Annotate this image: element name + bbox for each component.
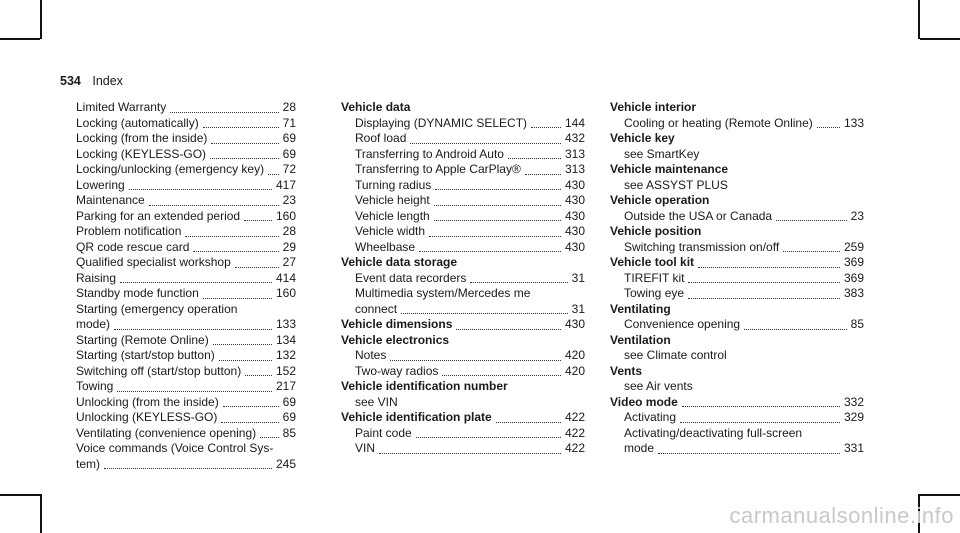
entry-page-number: 69 bbox=[282, 146, 296, 161]
entry-page-number: 27 bbox=[282, 255, 296, 269]
entry-label: Switching off (start/stop button) bbox=[76, 363, 242, 378]
entry-page-number: 69 bbox=[282, 394, 296, 409]
entry-page-number: 144 bbox=[564, 115, 585, 130]
entry-label: Limited Warranty bbox=[76, 100, 167, 114]
entry-page-number: 313 bbox=[564, 146, 585, 161]
index-entry[interactable] bbox=[341, 441, 585, 457]
dot-leader bbox=[682, 405, 840, 407]
dot-leader bbox=[203, 297, 272, 299]
dot-leader bbox=[508, 157, 561, 159]
dot-leader bbox=[193, 250, 278, 252]
entry-label: Cooling or heating (Remote Online) bbox=[624, 115, 813, 130]
entry-page-number: 420 bbox=[564, 348, 585, 362]
entry-label: VIN bbox=[355, 441, 376, 455]
entry-page-number: 430 bbox=[564, 224, 585, 238]
index-entry[interactable] bbox=[76, 178, 296, 194]
entry-page-number: 369 bbox=[843, 255, 864, 269]
entry-page-number: 430 bbox=[564, 177, 585, 192]
dot-leader bbox=[456, 328, 561, 330]
entry-page-number: 69 bbox=[282, 131, 296, 145]
entry-page-number: 331 bbox=[843, 441, 864, 455]
entry-label: Vehicle length bbox=[355, 208, 430, 223]
entry-label: Vehicle identification plate bbox=[341, 410, 492, 424]
entry-label: Towing bbox=[76, 379, 114, 393]
entry-page-number: 259 bbox=[843, 239, 864, 254]
entry-page-number: 152 bbox=[275, 363, 296, 378]
dot-leader bbox=[129, 188, 272, 190]
crop-mark bbox=[920, 494, 960, 496]
dot-leader bbox=[442, 374, 561, 376]
entry-page-number: 432 bbox=[564, 131, 585, 145]
entry-label: mode bbox=[624, 441, 655, 455]
entry-label: QR code rescue card bbox=[76, 239, 190, 254]
dot-leader bbox=[688, 297, 840, 299]
index-entry[interactable] bbox=[341, 364, 585, 380]
index-entry[interactable] bbox=[610, 410, 864, 426]
dot-leader bbox=[658, 452, 840, 454]
index-line: see ASSYST PLUS bbox=[624, 177, 728, 192]
entry-page-number: 133 bbox=[843, 115, 864, 130]
entry-page-number: 29 bbox=[282, 239, 296, 254]
entry-page-number: 313 bbox=[564, 162, 585, 176]
entry-label: Transferring to Android Auto bbox=[355, 146, 504, 161]
entry-page-number: 31 bbox=[571, 301, 585, 316]
entry-label: Standby mode function bbox=[76, 286, 199, 300]
entry-label: Transferring to Apple CarPlay® bbox=[355, 162, 521, 176]
index-entry[interactable] bbox=[76, 426, 296, 442]
entry-label: Vehicle tool kit bbox=[610, 255, 695, 269]
dot-leader bbox=[379, 452, 561, 454]
entry-label: Locking/unlocking (emergency key) bbox=[76, 162, 265, 176]
index-entry[interactable] bbox=[76, 271, 296, 287]
page-number: 534 bbox=[60, 74, 81, 88]
index-line: see SmartKey bbox=[624, 146, 700, 161]
entry-page-number: 134 bbox=[275, 332, 296, 347]
entry-page-number: 430 bbox=[564, 208, 585, 223]
entry-label: Locking (from the inside) bbox=[76, 131, 208, 145]
dot-leader bbox=[680, 421, 840, 423]
dot-leader bbox=[211, 142, 278, 144]
crop-mark bbox=[0, 494, 40, 496]
index-entry[interactable] bbox=[76, 131, 296, 147]
entry-label: Turning radius bbox=[355, 177, 432, 192]
entry-page-number: 217 bbox=[275, 379, 296, 393]
entry-label: Vehicle dimensions bbox=[341, 317, 453, 331]
dot-leader bbox=[213, 343, 272, 345]
crop-mark bbox=[920, 38, 960, 40]
dot-leader bbox=[531, 126, 561, 128]
entry-label: tem) bbox=[76, 456, 100, 471]
entry-label: Locking (automatically) bbox=[76, 115, 199, 130]
dot-leader bbox=[170, 111, 278, 113]
page-header bbox=[60, 74, 123, 88]
entry-page-number: 420 bbox=[564, 363, 585, 378]
entry-page-number: 85 bbox=[282, 425, 296, 440]
entry-label: TIREFIT kit bbox=[624, 270, 685, 285]
index-heading: Vehicle key bbox=[610, 131, 675, 145]
entry-label: Ventilating (convenience opening) bbox=[76, 425, 257, 440]
index-entry[interactable] bbox=[610, 271, 864, 287]
entry-label: Vehicle height bbox=[355, 193, 430, 207]
entry-label: Video mode bbox=[610, 394, 678, 409]
index-line: Voice commands (Voice Control Sys- bbox=[76, 441, 274, 455]
index-entry[interactable] bbox=[76, 457, 296, 473]
crop-mark bbox=[0, 38, 40, 40]
entry-page-number: 72 bbox=[282, 162, 296, 176]
index-entry[interactable] bbox=[610, 209, 864, 225]
index-entry[interactable] bbox=[610, 317, 864, 333]
index-entry[interactable] bbox=[341, 302, 585, 318]
dot-leader bbox=[120, 281, 272, 283]
index-entry[interactable] bbox=[76, 240, 296, 256]
entry-label: Qualified specialist workshop bbox=[76, 255, 231, 269]
dot-leader bbox=[744, 328, 847, 330]
entry-label: Activating bbox=[624, 410, 677, 424]
index-line: Starting (emergency operation bbox=[76, 301, 238, 316]
dot-leader bbox=[429, 235, 561, 237]
entry-page-number: 160 bbox=[275, 286, 296, 300]
entry-page-number: 71 bbox=[282, 115, 296, 130]
index-line: see Air vents bbox=[624, 379, 693, 393]
dot-leader bbox=[245, 374, 272, 376]
index-line: see VIN bbox=[355, 394, 398, 409]
entry-label: Notes bbox=[355, 348, 387, 362]
index-entry[interactable] bbox=[76, 100, 296, 116]
entry-page-number: 383 bbox=[843, 286, 864, 300]
entry-page-number: 414 bbox=[275, 270, 296, 285]
index-entry[interactable] bbox=[341, 317, 585, 333]
index-entry[interactable] bbox=[76, 317, 296, 333]
index-entry[interactable] bbox=[76, 395, 296, 411]
index-line: Multimedia system/Mercedes me bbox=[355, 286, 531, 300]
entry-label: mode) bbox=[76, 317, 111, 331]
dot-leader bbox=[434, 204, 561, 206]
dot-leader bbox=[776, 219, 847, 221]
index-entry[interactable] bbox=[76, 364, 296, 380]
dot-leader bbox=[219, 359, 272, 361]
page-title: Index bbox=[92, 74, 123, 88]
index-entry[interactable] bbox=[341, 116, 585, 132]
entry-page-number: 430 bbox=[564, 239, 585, 254]
entry-label: Locking (KEYLESS-GO) bbox=[76, 146, 207, 161]
dot-leader bbox=[149, 204, 279, 206]
index-entry[interactable] bbox=[341, 410, 585, 426]
index-entry[interactable] bbox=[76, 410, 296, 426]
dot-leader bbox=[203, 126, 279, 128]
dot-leader bbox=[434, 219, 561, 221]
index-heading: Vehicle interior bbox=[610, 100, 697, 114]
entry-page-number: 69 bbox=[282, 410, 296, 424]
entry-page-number: 23 bbox=[282, 193, 296, 207]
index-entry[interactable] bbox=[341, 224, 585, 240]
index-heading: Vehicle operation bbox=[610, 193, 710, 207]
dot-leader bbox=[783, 250, 840, 252]
index-heading: Vehicle maintenance bbox=[610, 162, 729, 176]
entry-page-number: 329 bbox=[843, 410, 864, 424]
entry-page-number: 85 bbox=[850, 317, 864, 331]
crop-mark bbox=[918, 0, 920, 39]
index-heading: Vents bbox=[610, 363, 643, 378]
index-entry[interactable] bbox=[341, 147, 585, 163]
index-heading: Vehicle identification number bbox=[341, 379, 508, 393]
entry-label: Switching transmission on/off bbox=[624, 239, 780, 254]
entry-page-number: 417 bbox=[275, 177, 296, 192]
entry-label: Wheelbase bbox=[355, 239, 416, 254]
index-entry[interactable] bbox=[341, 131, 585, 147]
entry-label: Displaying (DYNAMIC SELECT) bbox=[355, 115, 528, 130]
dot-leader bbox=[817, 126, 840, 128]
dot-leader bbox=[390, 359, 561, 361]
entry-label: Maintenance bbox=[76, 193, 145, 207]
entry-label: Two-way radios bbox=[355, 363, 439, 378]
index-column-3 bbox=[610, 100, 864, 457]
index-entry[interactable] bbox=[76, 348, 296, 364]
index-entry[interactable] bbox=[610, 255, 864, 271]
index-entry[interactable] bbox=[610, 441, 864, 457]
index-entry[interactable] bbox=[341, 426, 585, 442]
entry-page-number: 160 bbox=[275, 208, 296, 223]
index-line: see Climate control bbox=[624, 348, 727, 362]
index-entry[interactable] bbox=[76, 147, 296, 163]
entry-label: Lowering bbox=[76, 177, 125, 192]
entry-page-number: 332 bbox=[843, 394, 864, 409]
entry-page-number: 422 bbox=[564, 441, 585, 455]
dot-leader bbox=[416, 436, 561, 438]
dot-leader bbox=[235, 266, 279, 268]
crop-mark bbox=[40, 494, 42, 533]
entry-page-number: 430 bbox=[564, 317, 585, 331]
index-entry[interactable] bbox=[76, 379, 296, 395]
index-entry[interactable] bbox=[610, 395, 864, 411]
watermark: carmanualsonline.info bbox=[729, 503, 954, 528]
dot-leader bbox=[496, 421, 561, 423]
entry-page-number: 31 bbox=[571, 270, 585, 285]
entry-page-number: 430 bbox=[564, 193, 585, 207]
index-entry[interactable] bbox=[76, 116, 296, 132]
index-entry[interactable] bbox=[610, 286, 864, 302]
index-entry[interactable] bbox=[341, 240, 585, 256]
index-entry[interactable] bbox=[341, 209, 585, 225]
dot-leader bbox=[525, 173, 561, 175]
index-heading: Ventilation bbox=[610, 332, 671, 347]
dot-leader bbox=[698, 266, 840, 268]
entry-page-number: 23 bbox=[850, 208, 864, 223]
index-entry[interactable] bbox=[76, 162, 296, 178]
index-heading: Vehicle electronics bbox=[341, 332, 450, 347]
dot-leader bbox=[435, 188, 561, 190]
entry-label: Convenience opening bbox=[624, 317, 741, 331]
dot-leader bbox=[470, 281, 567, 283]
index-heading: Vehicle data storage bbox=[341, 255, 458, 269]
entry-label: Unlocking (from the inside) bbox=[76, 394, 219, 409]
dot-leader bbox=[268, 173, 279, 175]
dot-leader bbox=[688, 281, 840, 283]
dot-leader bbox=[104, 467, 272, 469]
dot-leader bbox=[244, 219, 272, 221]
dot-leader bbox=[401, 312, 568, 314]
entry-label: Paint code bbox=[355, 425, 412, 440]
index-entry[interactable] bbox=[76, 224, 296, 240]
entry-page-number: 422 bbox=[564, 425, 585, 440]
entry-page-number: 133 bbox=[275, 317, 296, 331]
entry-label: Unlocking (KEYLESS-GO) bbox=[76, 410, 218, 424]
index-column-2 bbox=[341, 100, 585, 457]
entry-label: Event data recorders bbox=[355, 270, 467, 285]
index-entry[interactable] bbox=[610, 116, 864, 132]
index-entry[interactable] bbox=[76, 193, 296, 209]
entry-label: Outside the USA or Canada bbox=[624, 208, 773, 223]
index-line: Activating/deactivating full-screen bbox=[624, 425, 803, 440]
index-entry[interactable] bbox=[341, 348, 585, 364]
entry-label: Starting (start/stop button) bbox=[76, 348, 215, 362]
entry-page-number: 245 bbox=[275, 456, 296, 471]
dot-leader bbox=[221, 421, 278, 423]
index-entry[interactable] bbox=[610, 240, 864, 256]
entry-label: connect bbox=[355, 301, 398, 316]
index-entry[interactable] bbox=[341, 162, 585, 178]
dot-leader bbox=[185, 235, 278, 237]
index-entry[interactable] bbox=[76, 209, 296, 225]
entry-page-number: 422 bbox=[564, 410, 585, 424]
entry-label: Towing eye bbox=[624, 286, 685, 300]
index-entry[interactable] bbox=[76, 286, 296, 302]
index-heading: Vehicle position bbox=[610, 224, 702, 238]
dot-leader bbox=[260, 436, 279, 438]
index-entry[interactable] bbox=[341, 193, 585, 209]
index-entry[interactable] bbox=[76, 333, 296, 349]
index-entry[interactable] bbox=[341, 271, 585, 287]
index-column-1 bbox=[76, 100, 296, 472]
entry-label: Raising bbox=[76, 270, 117, 285]
index-heading: Ventilating bbox=[610, 301, 671, 316]
dot-leader bbox=[419, 250, 561, 252]
dot-leader bbox=[410, 142, 561, 144]
entry-page-number: 28 bbox=[282, 224, 296, 238]
entry-label: Roof load bbox=[355, 131, 407, 145]
entry-label: Parking for an extended period bbox=[76, 208, 241, 223]
dot-leader bbox=[117, 390, 272, 392]
entry-label: Vehicle width bbox=[355, 224, 426, 238]
entry-label: Problem notification bbox=[76, 224, 182, 238]
index-heading: Vehicle data bbox=[341, 100, 411, 114]
dot-leader bbox=[114, 328, 272, 330]
entry-page-number: 28 bbox=[282, 100, 296, 114]
dot-leader bbox=[223, 405, 279, 407]
entry-label: Starting (Remote Online) bbox=[76, 332, 209, 347]
index-entry[interactable] bbox=[341, 178, 585, 194]
dot-leader bbox=[210, 157, 279, 159]
index-entry[interactable] bbox=[76, 255, 296, 271]
entry-page-number: 132 bbox=[275, 348, 296, 362]
crop-mark bbox=[40, 0, 42, 39]
entry-page-number: 369 bbox=[843, 270, 864, 285]
